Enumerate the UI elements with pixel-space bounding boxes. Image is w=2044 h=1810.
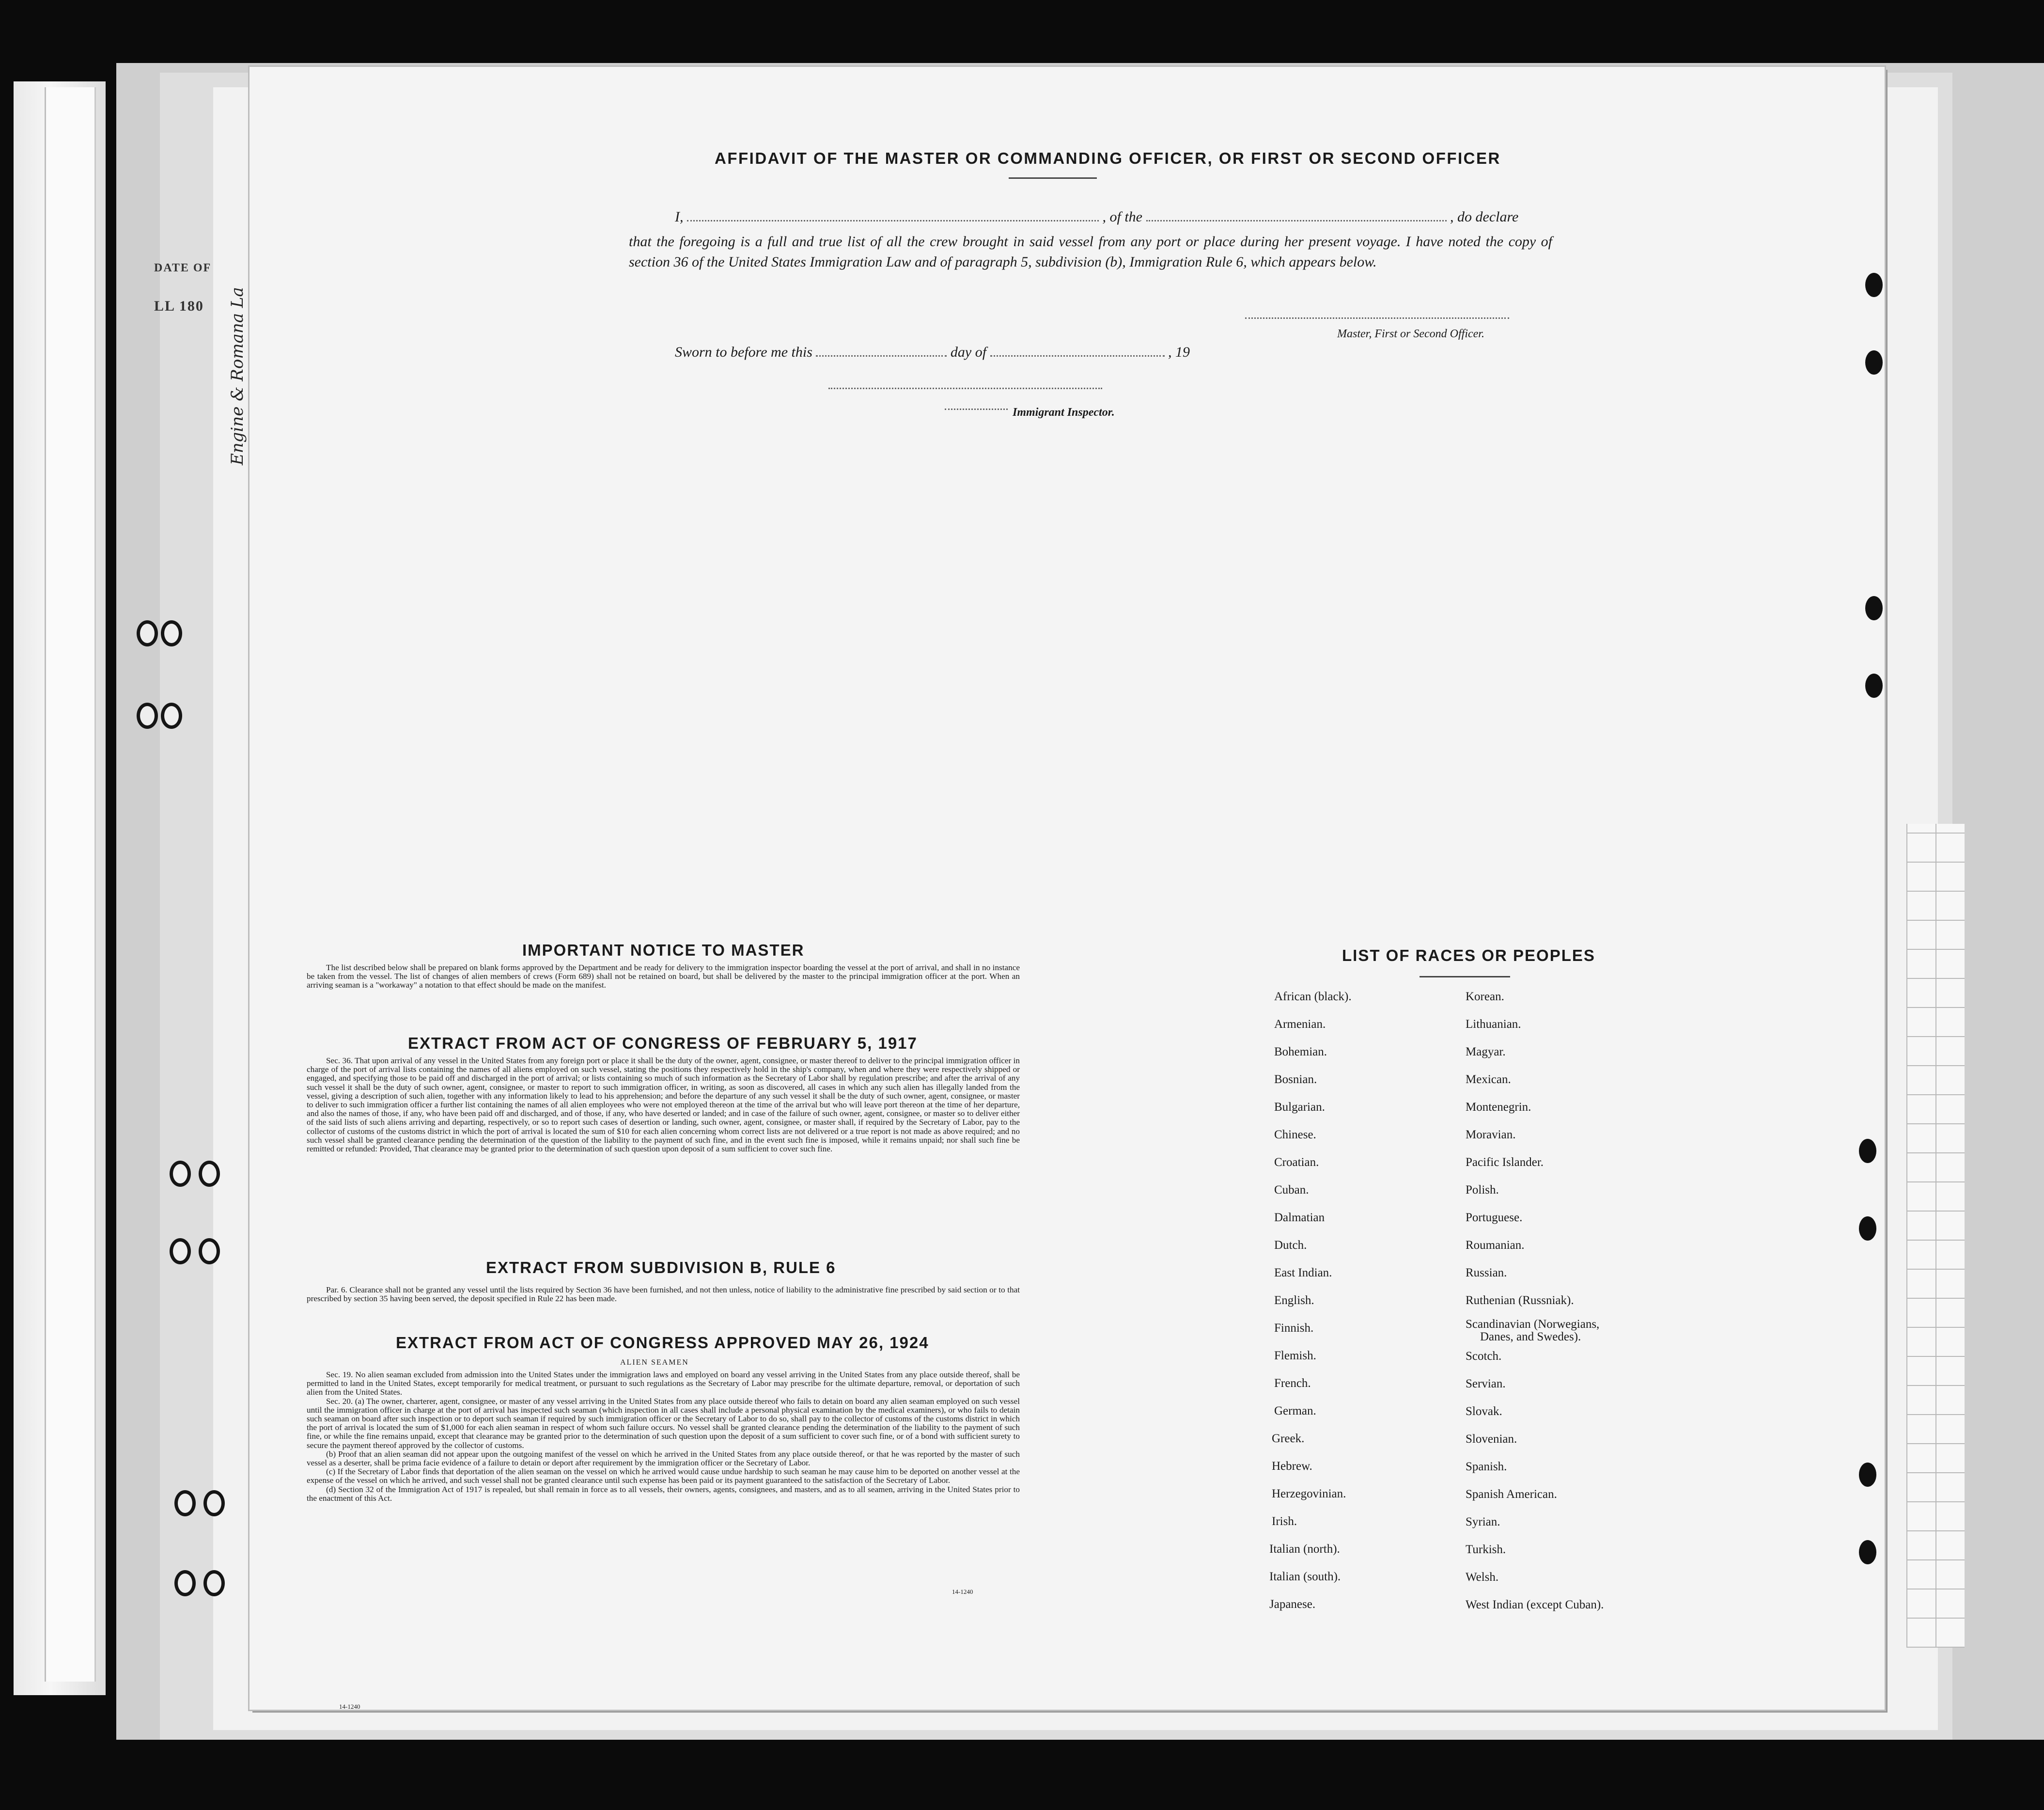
- race-item: Armenian.: [1274, 1018, 1326, 1031]
- punch-hole-icon: [1859, 1463, 1876, 1487]
- race-item: Welsh.: [1466, 1571, 1499, 1584]
- declaration-i: I,: [675, 209, 684, 225]
- extract-1924-sec20d: (d) Section 32 of the Immigration Act of 1917 is repealed, but shall remain in force as to all vessels, their owners, agents, consignees, and masters, and as to all seamen, arriving in the United States prior to the enactment of this Act.: [307, 1484, 1020, 1503]
- race-item: Scotch.: [1466, 1350, 1502, 1363]
- extract-rule6-title: EXTRACT FROM SUBDIVISION B, RULE 6: [486, 1259, 836, 1276]
- stub-ll-label: LL 180: [154, 298, 204, 314]
- form-number: 14-1240: [952, 1588, 973, 1595]
- race-item: Irish.: [1272, 1515, 1297, 1528]
- race-item: Russian.: [1466, 1266, 1507, 1279]
- race-item: Spanish.: [1466, 1460, 1507, 1473]
- punch-hole-icon: [203, 1570, 225, 1596]
- punch-hole-icon: [1865, 596, 1883, 620]
- affidavit-title: AFFIDAVIT OF THE MASTER OR COMMANDING OFFICER, OR FIRST OR SECOND OFFICER: [715, 149, 1501, 167]
- master-signature-label: Master, First or Second Officer.: [1337, 328, 1484, 340]
- stub-handwriting: Engine & Romana La: [228, 287, 247, 465]
- race-item: Turkish.: [1466, 1543, 1506, 1556]
- race-item: Bosnian.: [1274, 1073, 1317, 1086]
- race-item: Flemish.: [1274, 1349, 1316, 1362]
- title-underline: [1009, 177, 1097, 179]
- races-title: LIST OF RACES OR PEOPLES: [1342, 946, 1595, 964]
- race-item: Italian (south).: [1269, 1570, 1341, 1583]
- master-signature-field[interactable]: [1245, 317, 1509, 319]
- punch-hole-icon: [199, 1161, 220, 1187]
- punch-hole-icon: [1865, 273, 1883, 297]
- punch-hole-icon: [161, 620, 182, 646]
- name-field[interactable]: [687, 220, 1099, 221]
- race-item: Dutch.: [1274, 1239, 1307, 1252]
- race-item: Korean.: [1466, 990, 1504, 1003]
- punch-hole-icon: [1859, 1540, 1876, 1564]
- notice-title: IMPORTANT NOTICE TO MASTER: [522, 941, 805, 959]
- notice-text: [307, 963, 1020, 990]
- race-item: African (black).: [1274, 990, 1352, 1003]
- declaration-of-the: , of the: [1102, 209, 1142, 225]
- race-item: Hebrew.: [1272, 1460, 1312, 1473]
- race-item: West Indian (except Cuban).: [1466, 1598, 1604, 1611]
- punch-hole-icon: [1865, 350, 1883, 375]
- declaration-body: that the foregoing is a full and true list of all the crew brought in said vessel from any port or place during her present voyage. I have noted the copy of section 36 of the United States Immigration Law and of paragraph 5, subdivision (b), Immigration Rule 6, which appears below.: [629, 234, 1552, 270]
- race-item: Roumanian.: [1466, 1239, 1525, 1252]
- race-item: Polish.: [1466, 1183, 1499, 1196]
- left-binder-strip-inner: [45, 87, 96, 1682]
- extract-1924-text: [307, 1370, 1020, 1503]
- vessel-field[interactable]: [1146, 220, 1447, 221]
- race-item: Dalmatian: [1274, 1211, 1325, 1224]
- race-item: Syrian.: [1466, 1515, 1500, 1528]
- race-item: Pacific Islander.: [1466, 1156, 1544, 1169]
- race-item: Scandinavian (Norwegians,: [1466, 1318, 1600, 1331]
- extract-1924-subtitle: ALIEN SEAMEN: [620, 1358, 689, 1367]
- sworn-label: Sworn to before me this: [675, 344, 812, 360]
- race-item: Herzegovinian.: [1272, 1487, 1346, 1500]
- punch-hole-icon: [1865, 674, 1883, 698]
- punch-hole-icon: [170, 1238, 191, 1264]
- race-item: Ruthenian (Russniak).: [1466, 1294, 1574, 1307]
- race-item: Croatian.: [1274, 1156, 1319, 1169]
- punch-hole-icon: [174, 1570, 196, 1596]
- declaration-line: [675, 207, 1552, 227]
- sworn-month-field[interactable]: [990, 355, 1165, 357]
- race-item: Greek.: [1272, 1432, 1305, 1445]
- race-item: Italian (north).: [1269, 1542, 1340, 1556]
- sworn-day-field[interactable]: [816, 355, 947, 357]
- sworn-line: [675, 342, 1190, 362]
- extract-1924-sec20c: (c) If the Secretary of Labor finds that deportation of the alien seaman on the vessel on which he arrived would cause undue hardship to such seaman he may cause him to be deported on another vessel at the expense of the vessel on which he arrived, and such vessel shall not be granted clearance until such expense has been paid or its payment guaranteed to the satisfaction of the Secretary of Labor.: [307, 1467, 1020, 1485]
- punch-hole-icon: [137, 703, 158, 729]
- race-item: Cuban.: [1274, 1183, 1309, 1196]
- race-item: East Indian.: [1274, 1266, 1332, 1279]
- punch-hole-icon: [1859, 1139, 1876, 1163]
- race-item: Bulgarian.: [1274, 1101, 1325, 1114]
- punch-hole-icon: [161, 703, 182, 729]
- race-item: Bohemian.: [1274, 1045, 1327, 1058]
- race-item: English.: [1274, 1294, 1314, 1307]
- race-item: German.: [1274, 1404, 1316, 1417]
- inspector-signature-field[interactable]: [828, 388, 1102, 389]
- day-of-label: day of: [950, 344, 987, 360]
- race-item: Servian.: [1466, 1377, 1506, 1390]
- race-item: Japanese.: [1269, 1598, 1316, 1611]
- race-item: Chinese.: [1274, 1128, 1316, 1141]
- race-item: Lithuanian.: [1466, 1018, 1521, 1031]
- grid-paper-edge: [1906, 824, 1965, 1648]
- races-right-column: [1458, 990, 1701, 1630]
- race-item: Slovenian.: [1466, 1432, 1517, 1446]
- race-item: Moravian.: [1466, 1128, 1516, 1141]
- stub-date-of-label: DATE OF: [154, 262, 212, 274]
- extract-1924-sec19: Sec. 19. No alien seaman excluded from admission into the United States under the immigration laws and employed on board any vessel arriving in the United States from any place outside thereof, shall be permitted to land in the United States, except temporarily for medical treatment, or pursuant to such regulations as the Secretary of Labor may prescribe for the ultimate departure, removal, or deportation of such alien from the United States.: [307, 1370, 1020, 1397]
- extract-1917-text: [307, 1056, 1020, 1153]
- punch-hole-icon: [1859, 1216, 1876, 1241]
- race-item: Portuguese.: [1466, 1211, 1523, 1224]
- extract-1917-title: EXTRACT FROM ACT OF CONGRESS OF FEBRUARY 5, 1917: [408, 1034, 918, 1052]
- extract-1917-paragraph: Sec. 36. That upon arrival of any vessel in the United States from any foreign port or place it shall be the duty of the owner, agent, consignee, or master thereof to deliver to the principal immigration officer in charge of the port of arrival lists containing the names of all aliens employed on such vessel, stating the positions they respectively hold in the ship's company, when and where they were respectively shipped or engaged, and specifying those to be paid off and discharged in the port of arrival; or lists containing so much of such information as the Secretary of Labor shall by regulation prescribe; and after the arrival of any such vessel it shall be the duty of such owner, agent, consignee, or master to report to such immigration officer, in writing, as soon as discovered, all cases in which any such alien has illegally landed from the vessel, giving a description of such alien, together with any information likely to lead to his apprehension; and before the departure of any such vessel it shall be the duty of such owner, agent, consignee, or master to deliver to such immigration officer a further list containing the names of all alien employees who were not employed thereon at the time of the arrival but who will leave port thereon at the time of her departure, and also the names of those, if any, who have been paid off and discharged, and of those, if any, who have deserted or landed; and in case of the failure of such owner, agent, consignee, or master so to deliver either of the said lists of such aliens arriving and departing, respectively, or so to report such cases of desertion or landing, such owner, agent, consignee, or master shall, if required by the Secretary of Labor, pay to the collector of customs of the customs district in which the port of arrival is located the sum of $10 for each alien concerning whom correct lists are not delivered or a true report is not made as above required; and no such vessel shall be granted clearance pending the determination of the question of the liability to the payment of such fine, and in the event such fine is imposed, while it remains unpaid; nor shall such fine be remitted or refunded: Provided, That clearance may be granted prior to the determination of such question upon deposit of a sum sufficient to cover such fine.: [307, 1056, 1020, 1154]
- race-item: French.: [1274, 1377, 1311, 1390]
- punch-hole-icon: [170, 1161, 191, 1187]
- race-item: Montenegrin.: [1466, 1101, 1531, 1114]
- extract-1924-sec20a: Sec. 20. (a) The owner, charterer, agent, consignee, or master of any vessel arriving in the United States from any place outside thereof who fails to detain on board any alien seaman employed on such vessel until the immigration officer in charge at the port of arrival has inspected such seaman (which inspection in all cases shall include a personal physical examination by the medical examiners), or who fails to detain such seaman on board after such inspection or to deport such seaman if required by such immigration officer or the Secretary of Labor to do so, shall pay to the collector of customs of the customs district in which the port of arrival is located the sum of $1,000 for each alien seaman in respect of whom such failure occurs. No vessel shall be granted clearance pending the determination of the liability to the payment of such fine, or while the fine remains unpaid, except that clearance may be granted prior to the determination of such question upon the deposit of a sum sufficient to cover such fine, or of a bond with sufficient surety to secure the payment thereof approved by the collector of customs.: [307, 1396, 1020, 1450]
- inspector-short-line: [945, 409, 1008, 410]
- notice-paragraph: The list described below shall be prepared on blank forms approved by the Department and be ready for delivery to the immigration inspector boarding the vessel at the port of arrival, and shall in no instance be taken from the vessel. The list of changes of alien members of crews (Form 689) shall not be retained on board, but shall be delivered by the master to the principal immigration officer at the port. When an arriving seaman is a "workaway" a notation to that effect should be made on the manifest.: [307, 963, 1020, 990]
- footer-form-number: 14-1240: [339, 1703, 360, 1710]
- races-title-underline: [1420, 976, 1510, 977]
- inspector-label: Immigrant Inspector.: [1013, 406, 1115, 419]
- extract-rule6-text: [307, 1286, 1020, 1303]
- race-item: Magyar.: [1466, 1045, 1506, 1058]
- extract-rule6-paragraph: Par. 6. Clearance shall not be granted any vessel until the lists required by Section 36 have been furnished, and not then unless, notice of liability to the administrative fine prescribed by said section or to that prescribed by section 35 having been served, the deposit specified in Rule 22 has been made.: [307, 1285, 1020, 1304]
- race-item: Finnish.: [1274, 1322, 1314, 1335]
- race-item: Mexican.: [1466, 1073, 1511, 1086]
- extract-1924-sec20b: (b) Proof that an alien seaman did not appear upon the outgoing manifest of the vessel on which he arrived in the United States from any place outside thereof, or that he was reported by the master of such vessel as a deserter, shall be prima facie evidence of a failure to detain or deport after requirement by the immigration officer or the Secretary of Labor.: [307, 1449, 1020, 1468]
- punch-hole-icon: [199, 1238, 220, 1264]
- race-item: Slovak.: [1466, 1405, 1502, 1418]
- punch-hole-icon: [137, 620, 158, 646]
- punch-hole-icon: [203, 1490, 225, 1516]
- declaration-do-declare: , do declare: [1450, 209, 1519, 225]
- race-item: Danes, and Swedes).: [1480, 1330, 1581, 1343]
- punch-hole-icon: [174, 1490, 196, 1516]
- extract-1924-title: EXTRACT FROM ACT OF CONGRESS APPROVED MAY 26, 1924: [396, 1334, 929, 1352]
- race-item: Spanish American.: [1466, 1488, 1557, 1501]
- year-label: , 19: [1168, 344, 1190, 360]
